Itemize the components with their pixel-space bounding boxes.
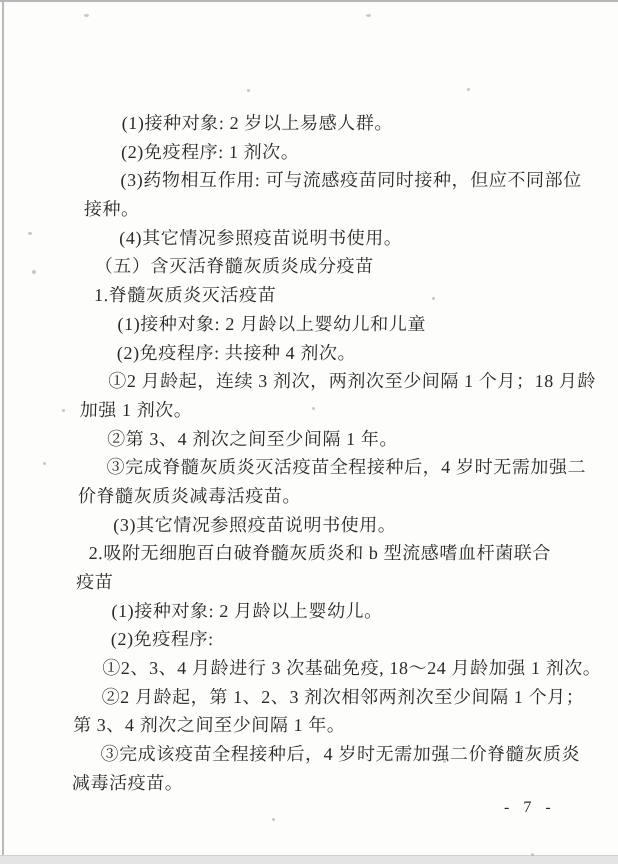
document-body bbox=[71, 109, 602, 798]
text-line: 价脊髓灰质炎减毒活疫苗。 bbox=[77, 485, 302, 506]
text-line: 减毒活疫苗。 bbox=[71, 772, 184, 793]
text-line: ③完成该疫苗全程接种后，4 岁时无需加强二价脊髓灰质炎 bbox=[100, 744, 581, 765]
text-line: (2)免疫程序: 1 剂次。 bbox=[120, 141, 300, 162]
scan-speck bbox=[531, 853, 534, 856]
scan-edge-bottom bbox=[0, 855, 618, 864]
scan-speck bbox=[467, 88, 470, 91]
scan-speck bbox=[84, 14, 89, 17]
scan-speck bbox=[272, 818, 275, 821]
section-heading: 1.脊髓灰质炎灭活疫苗 bbox=[93, 285, 277, 306]
text-line: 接种。 bbox=[83, 199, 140, 220]
text-line: 疫苗 bbox=[75, 572, 114, 592]
text-line: (2)免疫程序: bbox=[110, 629, 214, 650]
text-line: ③完成脊髓灰质炎灭活疫苗全程接种后，4 岁时无需加强二 bbox=[106, 457, 587, 478]
text-line: (1)接种对象: 2 岁以上易感人群。 bbox=[121, 113, 394, 133]
text-line: ①2、3、4 月龄进行 3 次基础免疫, 18～24 月龄加强 1 剂次。 bbox=[102, 658, 602, 679]
scan-edge-left bbox=[2, 1, 4, 864]
text-line: 第 3、4 剂次之间至少间隔 1 年。 bbox=[72, 715, 346, 736]
scan-speck bbox=[28, 232, 32, 235]
text-line: ①2 月龄起，连续 3 剂次，两剂次至少间隔 1 个月；18 月龄 bbox=[108, 371, 597, 392]
scan-speck bbox=[62, 409, 65, 412]
text-line: (2)免疫程序: 共接种 4 剂次。 bbox=[116, 342, 357, 363]
scan-edge-top bbox=[0, 0, 618, 2]
scan-speck bbox=[32, 270, 36, 274]
text-line: (4)其它情况参照疫苗说明书使用。 bbox=[119, 227, 403, 248]
text-line: (1)接种对象: 2 月龄以上婴幼儿。 bbox=[111, 600, 384, 621]
text-line: ②第 3、4 剂次之间至少间隔 1 年。 bbox=[106, 428, 399, 449]
page-number: - 7 - bbox=[504, 799, 556, 816]
section-heading: 2.吸附无细胞百白破脊髓灰质炎和 b 型流感嗜血杆菌联合 bbox=[88, 543, 552, 564]
scan-speck bbox=[247, 89, 250, 92]
text-line: (3)其它情况参照疫苗说明书使用。 bbox=[113, 514, 397, 535]
scan-speck bbox=[43, 462, 46, 465]
scan-speck bbox=[366, 14, 371, 17]
section-heading: （五）含灭活脊髓灰质炎成分疫苗 bbox=[94, 256, 374, 277]
text-line: ②2 月龄起，第 1、2、3 剂次相邻两剂次至少间隔 1 个月； bbox=[101, 686, 585, 707]
text-line: (3)药物相互作用: 可与流感疫苗同时接种，但应不同部位 bbox=[120, 170, 583, 191]
text-line: 加强 1 剂次。 bbox=[79, 399, 193, 420]
text-line: (1)接种对象: 2 月龄以上婴幼儿和儿童 bbox=[117, 313, 427, 334]
